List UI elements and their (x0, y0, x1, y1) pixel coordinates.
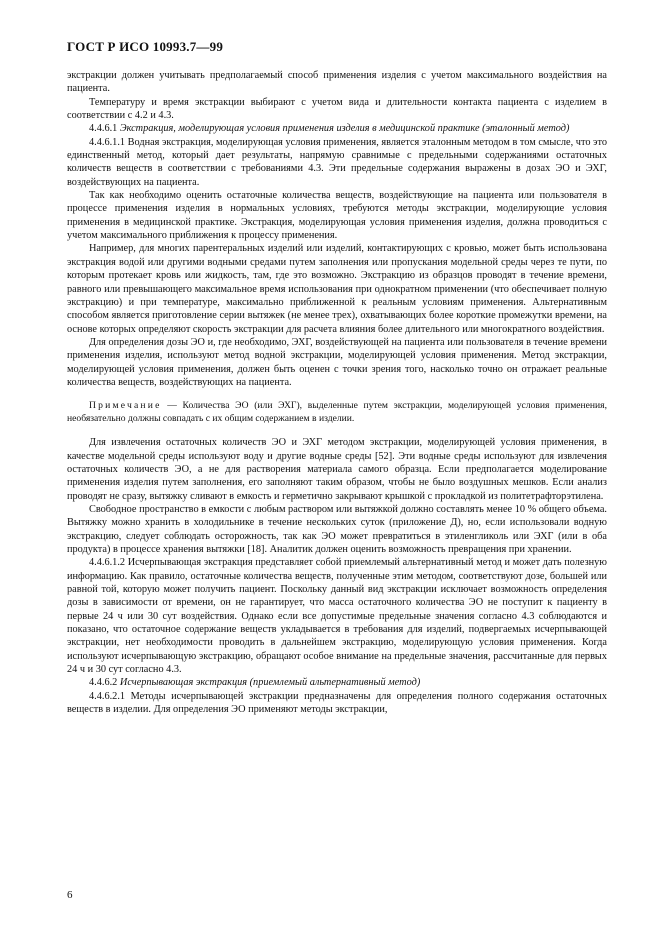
paragraph: Для извлечения остаточных количеств ЭО и ЭХГ методом экстракции, моделирующей условия применения, в качестве модельной среды используют воду и другие водные среды [52]. Эти водные среды используют для извлечения остаточных количеств ЭО, а не для растворения материала самого образца. Если предполагается моделирование применения изделия путем заполнения, его заполняют таким образом, чтобы не было воздушных мешков. Если анализ проводят не сразу, вытяжку сливают в емкость и герметично закрывают крышкой с прокладкой из политетрафторэтилена. (67, 437, 607, 502)
section-title: Исчерпывающая экстракция (приемлемый альтернативный метод) (119, 677, 421, 689)
section-heading (67, 676, 607, 689)
paragraph: 4.4.6.2.1 Методы исчерпывающей экстракции предназначены для определения полного содержания остаточных веществ в изделии. Для определения ЭО применяют методы экстракции, (67, 690, 607, 716)
paragraph: Так как необходимо оценить остаточные количества веществ, воздействующие на пациента или пользователя в процессе применения изделия в нормальных условиях, требуются методы экстракции, моделирующие условия применения в медицинской практике. Экстракция, моделирующая условия применения изделия, должна проводиться с учетом максимального приближения к процессу применения. (67, 190, 607, 242)
section-number: 4.4.6.2 (89, 677, 118, 689)
paragraph: 4.4.6.1.2 Исчерпывающая экстракция представляет собой приемлемый альтернативный метод и может дать полезную информацию. Как правило, остаточные количества веществ, полученные этим методом, соответствуют дозе, большей или равной той, которую может получить пациент. Поскольку данный вид экстракции исключает возможность определения дозы в зависимости от времени, он не гарантирует, что масса остаточного количества ЭО не поступит к пациенту в первые 24 ч или 30 сут воздействия. Однако если все допустимые предельные значения согласно 4.3 соблюдаются и показано, что остаточное содержание веществ укладывается в требования для изделий, подвергаемых исчерпывающей экстракции, нет необходимости проводить в дальнейшем экстракцию, моделирующую условия применения. Когда используют исчерпывающую экстракцию, обращают особое внимание на предельные значения, рассчитанные для первых 24 ч и 30 сут согласно 4.3. (67, 557, 607, 676)
page-header: ГОСТ Р ИСО 10993.7—99 (67, 39, 224, 54)
paragraph: экстракции должен учитывать предполагаемый способ применения изделия с учетом максимального воздействия на пациента. (67, 70, 607, 95)
page-number: 6 (67, 889, 73, 901)
page-content (67, 69, 607, 716)
section-number: 4.4.6.1 (89, 123, 118, 135)
note (67, 400, 607, 425)
paragraph: Для определения дозы ЭО и, где необходимо, ЭХГ, воздействующей на пациента или пользователя в течение времени применения изделия, используют метод водной экстракции, моделирующей условия применения. Метод экстракции, моделирующей условия применения, должен быть оценен с точки зрения того, насколько точно он отражает реальные количества веществ, воздействующих на пациента. (67, 336, 607, 388)
paragraph: Температуру и время экстракции выбирают с учетом вида и длительности контакта пациента с изделием в соответствии с 4.2 и 4.3. (67, 96, 607, 122)
note-text: — Количества ЭО (или ЭХГ), выделенные путем экстракции, моделирующей условия применения, необязательно должны совпадать с их общим содержанием в изделии. (67, 400, 607, 424)
section-title: Экстракция, моделирующая условия применения изделия в медицинской практике (эталонный метод) (119, 123, 570, 135)
paragraph: 4.4.6.1.1 Водная экстракция, моделирующая условия применения, является эталонным методом в том смысле, что это единственный метод, который дает результаты, напрямую сравнимые с предельными содержаниями остаточных количеств веществ в соответствии с требованиями 4.3. Эти предельные содержания выражены в дозах ЭО и ЭХГ, воздействующих на пациента. (67, 136, 607, 188)
note-label: Примечание (89, 400, 162, 412)
paragraph: Свободное пространство в емкости с любым раствором или вытяжкой должно составлять менее 10 % общего объема. Вытяжку можно хранить в холодильнике в течение нескольких суток (приложение Д), но, если использовали водную экстракцию, следует соблюдать осторожность, так как ЭО может превратиться в этиленгликоль или ЭХГ (или в оба продукта) в процессе хранения вытяжки [18]. Аналитик должен оценить возможность превращения при хранении. (67, 503, 607, 555)
paragraph: Например, для многих парентеральных изделий или изделий, контактирующих с кровью, может быть использована экстракция водой или другими водными средами путем заполнения или пропускания модельной среды через те пути, по которым протекает кровь или жидкость, там, где это возможно. Экстракцию из образцов проводят в течение времени, равного или превышающего максимальное время использования при однократном применении (что обеспечивает полную экстракцию) и при температуре, максимально приближенной к реальным условиям применения. Альтернативным способом является приготовление серии вытяжек (не менее трех), охватывающих более короткие промежутки времени, на основе которых определяют скорость экстракции для расчета влияния более длительного или многократного воздействия. (67, 243, 607, 335)
section-heading (67, 122, 607, 135)
